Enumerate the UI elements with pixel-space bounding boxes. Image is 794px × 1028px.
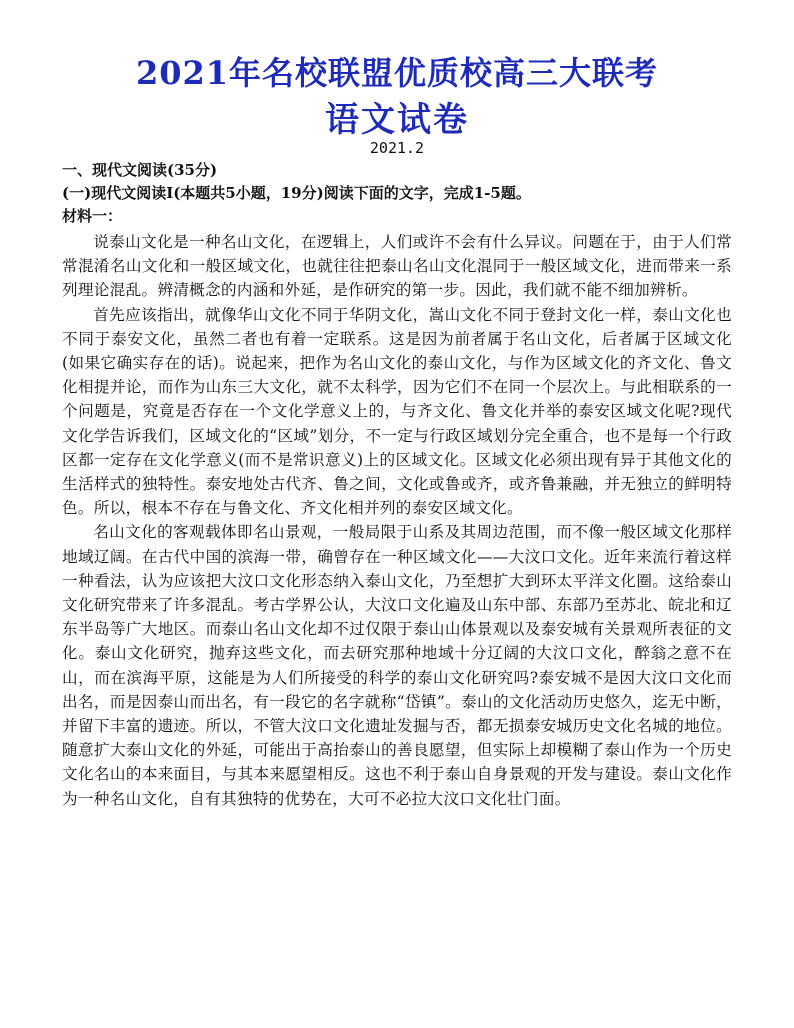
passage-paragraph: 说泰山文化是一种名山文化，在逻辑上，人们或许不会有什么异议。问题在于，由于人们常常混淆名山文化和一般区域文化，也就往往把泰山名山文化混同于一般区域文化，进而带来一系列理论混乱。辨清概念的内涵和外延，是作研究的第一步。因此，我们就不能不细加辨析。: [62, 233, 732, 300]
reading-passage: [62, 230, 732, 811]
passage-paragraph: 首先应该指出，就像华山文化不同于华阴文化，嵩山文化不同于登封文化一样，泰山文化也不同于泰安文化，虽然二者也有着一定联系。这是因为前者属于名山文化，后者属于区域文化(如果它确实存在的话)。说起来，把作为名山文化的泰山文化，与作为区域文化的齐文化、鲁文化相提并论，而作为山东三大文化，就不太科学，因为它们不在同一个层次上。与此相联系的一个问题是，究竟是否存在一个文化学意义上的，与齐文化、鲁文化并举的泰安区域文化呢?现代文化学告诉我们，区域文化的“区域”划分，不一定与行政区域划分完全重合，也不是每一个行政区都一定存在文化学意义(而不是常识意义)上的区域文化。区域文化必须出现有异于其他文化的生活样式的独特性。泰安地处古代齐、鲁之间，文化或鲁或齐，或齐鲁兼融，并无独立的鲜明特色。所以，根本不存在与鲁文化、齐文化相并列的泰安区域文化。: [62, 305, 732, 518]
exam-date: 2021.2: [369, 139, 425, 157]
section-heading: 一、现代文阅读(35分): [62, 161, 218, 179]
material-label: 材料一：: [62, 207, 123, 225]
exam-subject-title: 语文试卷: [325, 100, 469, 140]
exam-title: 2021年名校联盟优质校高三大联考: [135, 54, 659, 92]
passage-paragraph: 名山文化的客观载体即名山景观，一般局限于山系及其周边范围，而不像一般区域文化那样地域辽阔。在古代中国的滨海一带，确曾存在一种区域文化——大汶口文化。近年来流行着这样一种看法，认为应该把大汶口文化形态纳入泰山文化，乃至想扩大到环太平洋文化圈。这给泰山文化研究带来了许多混乱。考古学界公认，大汶口文化遍及山东中部、东部乃至苏北、皖北和辽东半岛等广大地区。而泰山名山文化却不过仅限于泰山山体景观以及泰安城有关景观所表征的文化。泰山文化研究，抛弃这些文化，而去研究那种地域十分辽阔的大汶口文化，醉翁之意不在山，而在滨海平原，这能是为人们所接受的科学的泰山文化研究吗?泰安城不是因大汶口文化而出名，而是因泰山而出名，有一段它的名字就称“岱镇”。泰山的文化活动历史悠久，迄无中断，并留下丰富的遗迹。所以，不管大汶口文化遗址发掘与否，都无损泰安城历史文化名城的地位。随意扩大泰山文化的外延，可能出于高抬泰山的善良愿望，但实际上却模糊了泰山作为一个历史文化名山的本来面目，与其本来愿望相反。这也不利于泰山自身景观的开发与建设。泰山文化作为一种名山文化，自有其独特的优势在，大可不必拉大汶口文化壮门面。: [62, 523, 732, 808]
sub-section-heading: (一)现代文阅读Ⅰ(本题共5小题，19分)阅读下面的文字，完成1-5题。: [62, 184, 531, 202]
